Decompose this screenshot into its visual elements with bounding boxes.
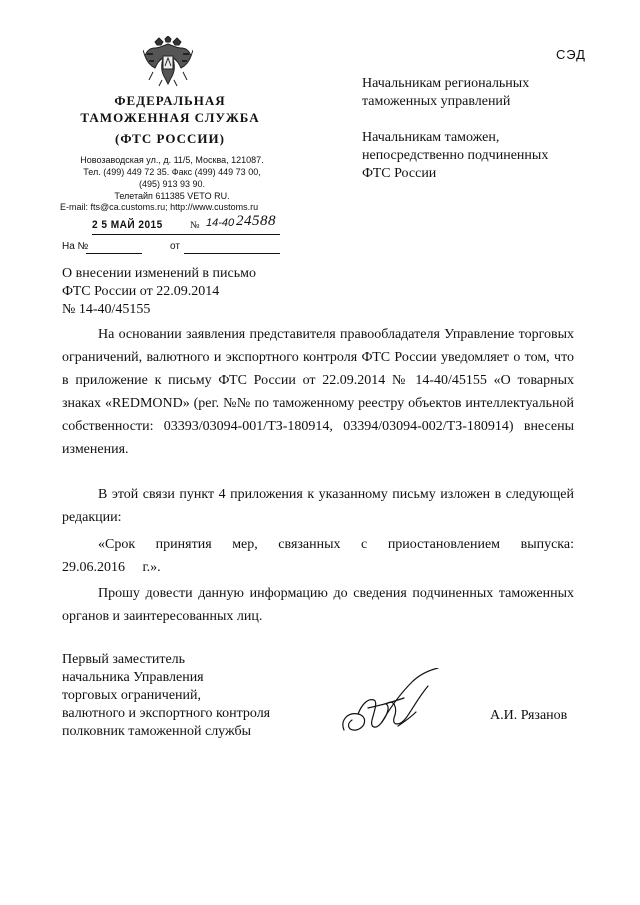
registration-underline bbox=[92, 234, 280, 235]
registration-number-label: № bbox=[190, 220, 200, 231]
signatory-line3: торговых ограничений, bbox=[62, 688, 202, 703]
contact-fax2: (495) 913 93 90. bbox=[138, 179, 206, 189]
addressee-2 bbox=[362, 129, 602, 183]
body-paragraph-3 bbox=[62, 533, 574, 579]
body-paragraph-4 bbox=[62, 582, 574, 628]
registration-date-stamp: 2 5 МАЙ 2015 bbox=[92, 219, 163, 231]
addressee-2-line1: Начальникам таможен, bbox=[362, 130, 500, 145]
signatory-line1: Первый заместитель bbox=[62, 652, 186, 667]
reference-date-line bbox=[184, 253, 280, 254]
contact-phone-fax: Тел. (499) 449 72 35. Факс (499) 449 73 00, bbox=[83, 167, 261, 177]
reference-number-label: На № bbox=[62, 241, 89, 252]
signatory-name: А.И. Рязанов bbox=[490, 708, 568, 723]
subject-line1: О внесении изменений в письмо bbox=[62, 266, 256, 281]
signatory-title bbox=[62, 651, 322, 741]
registration-row bbox=[62, 213, 280, 237]
registration-number-handwritten: 24588 bbox=[236, 213, 276, 229]
document-marker: СЭД bbox=[556, 47, 586, 62]
addressee-2-line2: непосредственно подчиненных bbox=[362, 148, 549, 163]
handwritten-signature bbox=[338, 668, 444, 740]
organization-name-line2: ТАМОЖЕННАЯ СЛУЖБА bbox=[80, 110, 260, 125]
addressee-1-line2: таможенных управлений bbox=[362, 94, 511, 109]
signatory-line4: валютного и экспортного контроля bbox=[62, 706, 271, 721]
signatory-line2: начальника Управления bbox=[62, 670, 204, 685]
reference-row bbox=[62, 241, 280, 257]
body-paragraph-1 bbox=[62, 323, 574, 461]
addressee-1 bbox=[362, 75, 602, 111]
contact-email: E-mail: fts@ca.customs.ru; http://www.customs.ru bbox=[60, 202, 259, 212]
letter-subject bbox=[62, 265, 302, 319]
subject-line3: № 14-40/45155 bbox=[62, 302, 151, 317]
state-emblem-icon bbox=[143, 36, 193, 88]
body-paragraph-3-text: «Срок принятия мер, связанных с приостановлением выпуска: 29.06.2016 г.». bbox=[62, 537, 574, 575]
organization-short-name: (ФТС РОССИИ) bbox=[115, 131, 225, 146]
body-paragraph-4-text: Прошу довести данную информацию до сведения подчиненных таможенных органов и заинтересованных лиц. bbox=[62, 586, 574, 624]
registration-number-printed: 14-40 bbox=[206, 217, 235, 229]
reference-from-label: от bbox=[170, 241, 180, 252]
signatory-line5: полковник таможенной службы bbox=[62, 724, 252, 739]
addressee-1-line1: Начальникам региональных bbox=[362, 76, 530, 91]
body-paragraph-1-text: На основании заявления представителя правообладателя Управление торговых ограничений, валютного и экспортного контроля ФТС России уведомляет о том, что в приложение к письму ФТС России от 22.09.2014 № 14-40/45155 «О товарных знаках «REDMOND» (рег. №№ по таможенному реестру объектов интеллектуальной собственности: 03393/03094-001/ТЗ-180914, 03394/03094-002/ТЗ-180914) внесены изменения. bbox=[62, 327, 574, 457]
body-paragraph-2 bbox=[62, 483, 574, 529]
contact-teletype: Телетайп 611385 VETO RU. bbox=[114, 191, 230, 201]
contact-address: Новозаводская ул., д. 11/5, Москва, 121087. bbox=[80, 155, 264, 165]
organization-name-line1: ФЕДЕРАЛЬНАЯ bbox=[114, 93, 226, 108]
body-paragraph-2-text: В этой связи пункт 4 приложения к указанному письму изложен в следующей редакции: bbox=[62, 487, 574, 525]
addressee-2-line3: ФТС России bbox=[362, 166, 437, 181]
subject-line2: ФТС России от 22.09.2014 bbox=[62, 284, 220, 299]
reference-number-line bbox=[86, 253, 142, 254]
